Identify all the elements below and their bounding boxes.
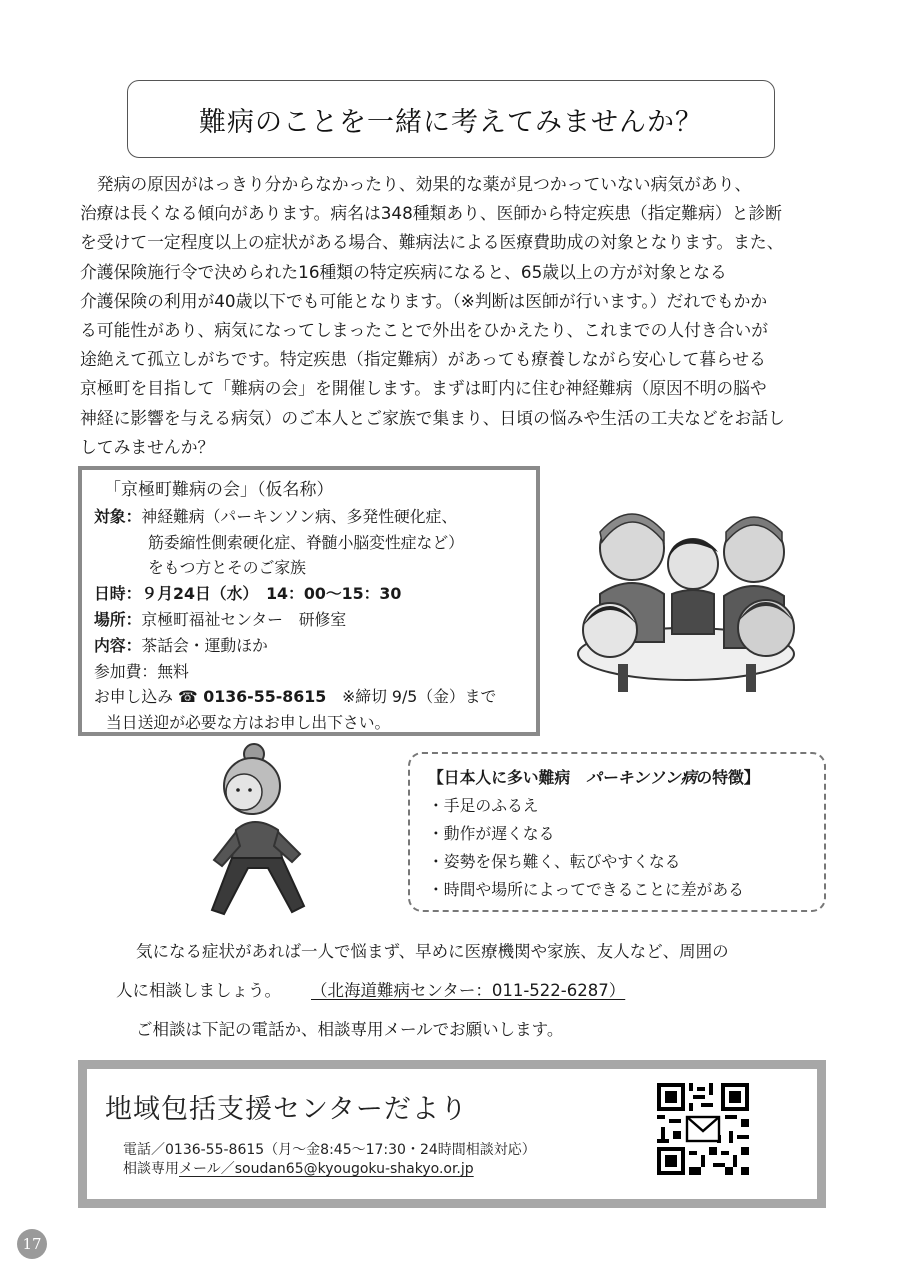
feature-item: ・手足のふるえ (428, 796, 539, 815)
features-heading-post: の特徴】 (696, 768, 760, 787)
content-value: 茶話会・運動ほか (141, 635, 268, 655)
target-value: 筋委縮性側索硬化症、脊髄小脳変性症など） (148, 532, 464, 552)
exercise-woman-illustration (196, 742, 320, 920)
feature-item: ・時間や場所によってできることに差がある (428, 880, 744, 899)
transport-note: 当日送迎が必要な方はお申し出下さい。 (106, 713, 391, 733)
feature-item: ・動作が遅くなる (428, 824, 555, 843)
group-meeting-illustration (568, 502, 800, 694)
page-number: 17 (17, 1229, 47, 1259)
event-info-box (78, 466, 540, 736)
event-heading: 「京極町難病の会」（仮名称） (104, 480, 334, 500)
apply-phone: ☎ 0136-55-8615 (178, 687, 327, 707)
center-mail-prefix: 相談専用 (123, 1161, 179, 1177)
center-phone: 電話／0136-55-8615（月～金8:45～17:30・24時間相談対応） (123, 1142, 536, 1158)
parkinson-features-box (408, 752, 826, 912)
intro-paragraph (80, 170, 840, 462)
intro-line: 神経に影響を与える病気）のご本人とご家族で集まり、日頃の悩みや生活の工夫などをお話し (80, 407, 785, 428)
features-heading-pre: 【日本人に多い難病 (428, 768, 586, 787)
qr-code-icon[interactable] (657, 1083, 749, 1175)
fee-value: 無料 (157, 661, 189, 681)
fee-label: 参加費： (94, 661, 158, 681)
intro-line: 途絶えて孤立しがちです。特定疾患（指定難病）があっても療養しながら安心して暮らせる (80, 349, 766, 370)
center-mail-line (123, 1158, 474, 1178)
intro-line: 発病の原因がはっきり分からなかったり、効果的な薬が見つかっていない病気があり、 (80, 174, 752, 194)
advice-line-2 (116, 977, 625, 1001)
support-center-box (78, 1060, 826, 1208)
apply-label: お申し込み (94, 687, 173, 707)
support-center-title: 地域包括支援センターだより (105, 1094, 468, 1125)
target-value: をもつ方とそのご家族 (148, 558, 306, 578)
hokkaido-center-contact[interactable]: （北海道難病センター：011-522-6287） (311, 981, 626, 1000)
intro-line: 介護保険施行令で決められた16種類の特定疾病になると、65歳以上の方が対象となる (80, 261, 727, 282)
intro-line: 治療は長くなる傾向があります。病名は348種類あり、医師から特定疾患（指定難病）と診断 (80, 203, 782, 224)
target-label: 対象： (94, 506, 142, 526)
intro-line: る可能性があり、病気になってしまったことで外出をひかえたり、これまでの人付き合いが (80, 320, 769, 341)
intro-line: を受けて一定程度以上の症状がある場合、難病法による医療費助成の対象となります。また、 (80, 232, 784, 253)
date-label: 日時： (94, 584, 142, 604)
intro-line: 介護保険の利用が40歳以下でも可能となります。（※判断は医師が行います。）だれでもかか (80, 290, 768, 311)
apply-deadline: ※締切 9/5（金）まで (342, 687, 497, 707)
advice-line-1: 気になる症状があれば一人で悩まず、早めに医療機関や家族、友人など、周囲の (136, 942, 729, 961)
center-mail-link[interactable]: メール／soudan65@kyougoku-shakyo.or.jp (179, 1161, 474, 1177)
intro-line: してみませんか？ (80, 436, 215, 457)
feature-item: ・姿勢を保ち難く、転びやすくなる (428, 852, 681, 871)
target-value: 神経難病（パーキンソン病、多発性硬化症、 (141, 506, 458, 526)
date-value: ９月24日（水） 14：00～15：30 (141, 584, 402, 604)
content-label: 内容： (94, 635, 142, 655)
support-center-inner (87, 1069, 817, 1199)
intro-line: 京極町を目指して「難病の会」を開催します。まずは町内に住む神経難病（原因不明の脳や (80, 378, 767, 399)
advice-line-3: ご相談は下記の電話か、相談専用メールでお願いします。 (136, 1020, 564, 1039)
place-label: 場所： (94, 609, 142, 629)
page-title: 難病のことを一緒に考えてみませんか？ (127, 80, 775, 158)
place-value: 京極町福祉センター 研修室 (141, 609, 347, 629)
features-heading-disease: パーキンソン病 (585, 768, 697, 787)
advice-line-2-text: 人に相談しましょう。 (116, 981, 281, 1000)
